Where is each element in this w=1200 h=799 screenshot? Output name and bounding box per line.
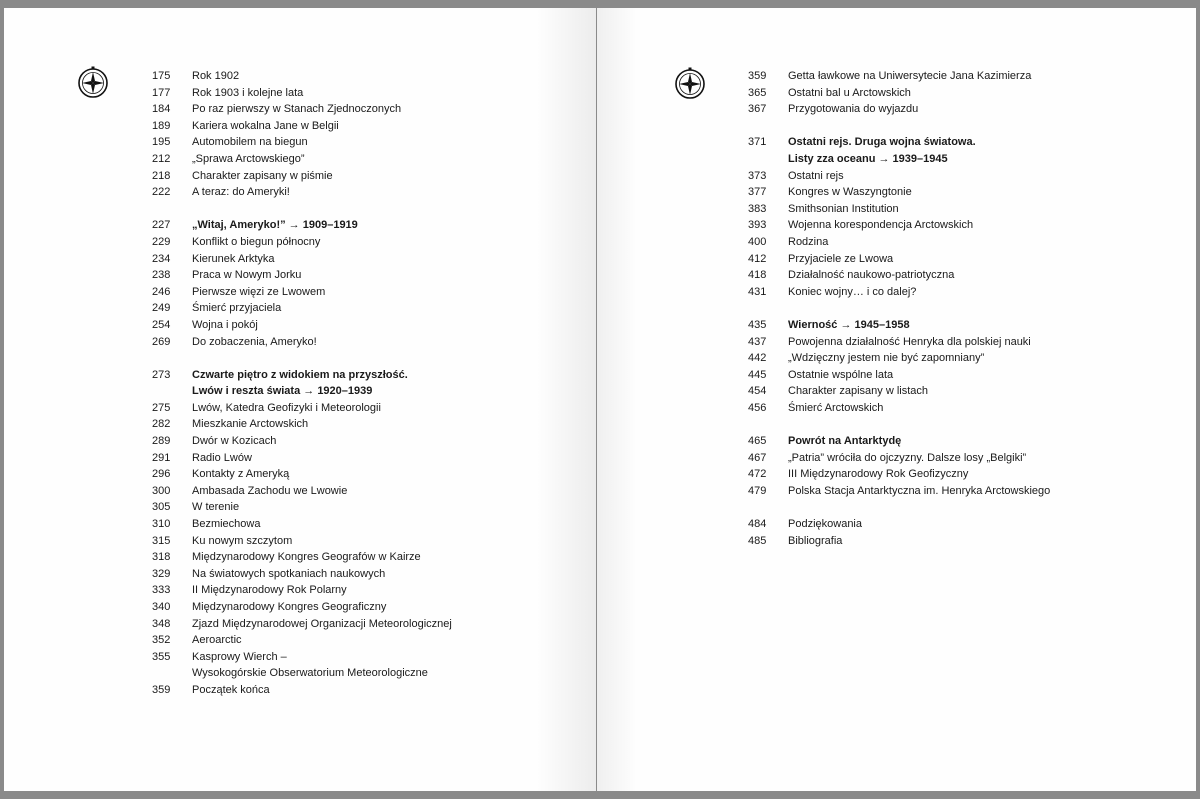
toc-title: Wierność → 1945–1958 bbox=[788, 318, 910, 331]
toc-entry bbox=[748, 533, 1050, 550]
toc-entry bbox=[748, 450, 1050, 467]
toc-entry bbox=[152, 466, 452, 483]
toc-chapter-entry bbox=[152, 367, 452, 384]
toc-entry bbox=[152, 334, 452, 351]
toc-title: Bibliografia bbox=[788, 534, 843, 547]
toc-entry bbox=[152, 68, 452, 85]
toc-page-number: 229 bbox=[152, 235, 171, 248]
toc-entry bbox=[748, 217, 1050, 234]
toc-page-number: 315 bbox=[152, 534, 171, 547]
toc-page-number: 400 bbox=[748, 235, 767, 248]
toc-page-number: 367 bbox=[748, 103, 767, 116]
toc-entry bbox=[152, 616, 452, 633]
toc-title: Bezmiechowa bbox=[192, 518, 261, 531]
toc-page-number: 275 bbox=[152, 401, 171, 414]
toc-page-number: 195 bbox=[152, 136, 171, 149]
toc-page-number bbox=[748, 151, 788, 168]
toc-title: Do zobaczenia, Ameryko! bbox=[192, 335, 317, 348]
toc-entry bbox=[152, 516, 452, 533]
toc-title: Listy zza oceanu → 1939–1945 bbox=[788, 152, 948, 165]
toc-page-number: 184 bbox=[152, 103, 171, 116]
toc-page-number: 189 bbox=[152, 119, 171, 132]
toc-page-number: 289 bbox=[152, 435, 171, 448]
toc-entry bbox=[748, 251, 1050, 268]
toc-title: Rok 1903 i kolejne lata bbox=[192, 86, 304, 99]
toc-title: Kongres w Waszyngtonie bbox=[788, 186, 912, 199]
toc-chapter-entry bbox=[152, 217, 452, 234]
toc-page-number: 254 bbox=[152, 318, 171, 331]
toc-title: Rok 1902 bbox=[192, 70, 240, 82]
toc-title: Mieszkanie Arctowskich bbox=[192, 418, 309, 431]
toc-page-number: 273 bbox=[152, 368, 171, 381]
toc-entry bbox=[152, 300, 452, 317]
toc-title: Pierwsze więzi ze Lwowem bbox=[192, 285, 326, 298]
section-gap bbox=[152, 201, 452, 218]
toc-title: Powojenna działalność Henryka dla polskiej nauki bbox=[788, 335, 1031, 348]
toc-page-number: 359 bbox=[748, 70, 767, 82]
toc-page-number: 310 bbox=[152, 518, 171, 531]
toc-page-number: 227 bbox=[152, 219, 171, 232]
toc-chapter-entry bbox=[748, 134, 1050, 151]
toc-page-number: 435 bbox=[748, 318, 767, 331]
toc-page-number: 300 bbox=[152, 484, 171, 497]
toc-entry bbox=[152, 566, 452, 583]
toc-title: Konflikt o biegun północny bbox=[192, 235, 321, 248]
toc-entry bbox=[748, 184, 1050, 201]
toc-entry bbox=[152, 118, 452, 135]
toc-page-number: 291 bbox=[152, 451, 171, 464]
toc-title: Początek końca bbox=[192, 683, 270, 696]
toc-title: Charakter zapisany w piśmie bbox=[192, 169, 333, 182]
toc-entry bbox=[152, 184, 452, 201]
toc-page-number: 333 bbox=[152, 584, 171, 597]
table-of-contents bbox=[748, 68, 1050, 549]
toc-chapter-entry bbox=[748, 433, 1050, 450]
toc-page-number: 442 bbox=[748, 352, 767, 365]
toc-entry bbox=[748, 350, 1050, 367]
toc-title: Ostatni rejs. Druga wojna światowa. bbox=[788, 136, 976, 149]
toc-title: Rodzina bbox=[788, 235, 829, 248]
toc-title: Smithsonian Institution bbox=[788, 202, 899, 215]
toc-title: Dwór w Kozicach bbox=[192, 435, 277, 448]
toc-page-number: 177 bbox=[152, 86, 171, 99]
toc-entry bbox=[748, 267, 1050, 284]
toc-title: Międzynarodowy Kongres Geografów w Kairze bbox=[192, 551, 421, 564]
table-of-contents bbox=[152, 68, 452, 699]
toc-page-number: 456 bbox=[748, 401, 767, 414]
section-gap bbox=[748, 300, 1050, 317]
toc-title: W terenie bbox=[192, 501, 240, 514]
toc-title: Kontakty z Ameryką bbox=[192, 468, 290, 481]
toc-page-number bbox=[152, 665, 192, 682]
section-gap bbox=[748, 118, 1050, 135]
toc-title: Wojenna korespondencja Arctowskich bbox=[788, 219, 974, 232]
toc-chapter-entry bbox=[152, 383, 452, 400]
toc-page-number: 246 bbox=[152, 285, 171, 298]
toc-page-number bbox=[152, 383, 192, 400]
toc-page-number: 282 bbox=[152, 418, 171, 431]
toc-page-number: 352 bbox=[152, 634, 171, 647]
section-gap bbox=[748, 416, 1050, 433]
toc-page-number: 296 bbox=[152, 468, 171, 481]
toc-page-number: 437 bbox=[748, 335, 767, 348]
toc-entry bbox=[152, 251, 452, 268]
toc-page-number: 484 bbox=[748, 518, 767, 531]
toc-entry bbox=[748, 68, 1050, 85]
toc-page-number: 454 bbox=[748, 385, 767, 398]
toc-page-number: 305 bbox=[152, 501, 171, 514]
toc-entry bbox=[152, 267, 452, 284]
toc-entry bbox=[748, 466, 1050, 483]
toc-page-number: 318 bbox=[152, 551, 171, 564]
toc-entry bbox=[152, 317, 452, 334]
toc-entry bbox=[748, 483, 1050, 500]
toc-entry bbox=[748, 383, 1050, 400]
toc-entry bbox=[152, 499, 452, 516]
toc-entry bbox=[152, 483, 452, 500]
toc-entry bbox=[748, 101, 1050, 118]
toc-page-number: 365 bbox=[748, 86, 767, 99]
left-page bbox=[4, 8, 596, 791]
toc-page-number: 218 bbox=[152, 169, 171, 182]
toc-title: Śmierć przyjaciela bbox=[192, 302, 282, 315]
toc-page-number: 355 bbox=[152, 650, 171, 663]
toc-title: Powrót na Antarktydę bbox=[788, 435, 902, 448]
toc-entry bbox=[748, 400, 1050, 417]
toc-title: Zjazd Międzynarodowej Organizacji Meteorologicznej bbox=[192, 617, 452, 630]
toc-title: II Międzynarodowy Rok Polarny bbox=[192, 584, 347, 597]
toc-entry bbox=[152, 682, 452, 699]
toc-title: „Witaj, Ameryko!” → 1909–1919 bbox=[192, 219, 358, 232]
toc-entry bbox=[152, 400, 452, 417]
toc-page-number: 465 bbox=[748, 435, 767, 448]
toc-title: Ku nowym szczytom bbox=[192, 534, 293, 547]
toc-entry bbox=[152, 599, 452, 616]
toc-entry bbox=[748, 284, 1050, 301]
toc-title: Przyjaciele ze Lwowa bbox=[788, 252, 894, 265]
toc-page-number: 340 bbox=[152, 601, 171, 613]
toc-title: Kasprowy Wierch – bbox=[192, 650, 287, 663]
toc-title: Getta ławkowe na Uniwersytecie Jana Kazimierza bbox=[788, 70, 1032, 82]
toc-title: Ostatni rejs bbox=[788, 169, 844, 182]
toc-title: Wojna i pokój bbox=[192, 318, 258, 331]
toc-title: Na światowych spotkaniach naukowych bbox=[192, 567, 386, 580]
toc-title: Ostatni bal u Arctowskich bbox=[788, 86, 911, 99]
toc-entry bbox=[152, 284, 452, 301]
toc-title: Śmierć Arctowskich bbox=[788, 401, 884, 414]
toc-title: Radio Lwów bbox=[192, 451, 252, 464]
toc-title: Przygotowania do wyjazdu bbox=[788, 103, 919, 116]
toc-page-number: 234 bbox=[152, 252, 171, 265]
toc-title: Lwów i reszta świata → 1920–1939 bbox=[192, 385, 373, 398]
toc-title: Kierunek Arktyka bbox=[192, 252, 275, 265]
toc-page-number: 348 bbox=[152, 617, 171, 630]
toc-page-number: 249 bbox=[152, 302, 171, 315]
toc-entry bbox=[152, 632, 452, 649]
toc-page-number: 373 bbox=[748, 169, 767, 182]
toc-title: Podziękowania bbox=[788, 518, 862, 531]
toc-page-number: 238 bbox=[152, 269, 171, 282]
toc-title: Aeroarctic bbox=[192, 634, 242, 647]
toc-title: „Wdzięczny jestem nie być zapomniany” bbox=[788, 352, 985, 365]
toc-title: Praca w Nowym Jorku bbox=[192, 269, 302, 282]
toc-entry bbox=[748, 516, 1050, 533]
toc-page-number: 431 bbox=[748, 285, 767, 298]
section-gap bbox=[152, 350, 452, 367]
toc-page-number: 485 bbox=[748, 534, 767, 547]
toc-title: Koniec wojny… i co dalej? bbox=[788, 285, 917, 298]
toc-page-number: 329 bbox=[152, 567, 171, 580]
toc-page-number: 222 bbox=[152, 186, 171, 199]
toc-entry bbox=[152, 433, 452, 450]
toc-entry bbox=[152, 416, 452, 433]
toc-entry bbox=[152, 168, 452, 185]
compass-rose-icon bbox=[77, 66, 109, 98]
toc-entry bbox=[748, 334, 1050, 351]
toc-entry bbox=[152, 450, 452, 467]
toc-page-number: 472 bbox=[748, 468, 767, 481]
toc-page-number: 383 bbox=[748, 202, 767, 215]
toc-title: Działalność naukowo-patriotyczna bbox=[788, 269, 955, 282]
toc-entry bbox=[152, 151, 452, 168]
toc-page-number: 445 bbox=[748, 368, 767, 381]
toc-page-number: 212 bbox=[152, 152, 171, 165]
toc-entry bbox=[152, 533, 452, 550]
toc-title: Lwów, Katedra Geofizyki i Meteorologii bbox=[192, 401, 381, 414]
toc-entry bbox=[152, 549, 452, 566]
toc-title: „Sprawa Arctowskiego” bbox=[192, 152, 305, 165]
toc-title: Kariera wokalna Jane w Belgii bbox=[192, 119, 339, 132]
toc-title: Automobilem na biegun bbox=[192, 136, 308, 149]
toc-entry bbox=[152, 134, 452, 151]
toc-title: A teraz: do Ameryki! bbox=[192, 186, 290, 199]
toc-page-number: 175 bbox=[152, 70, 171, 82]
toc-page-number: 393 bbox=[748, 219, 767, 232]
toc-chapter-entry bbox=[748, 317, 1050, 334]
toc-entry bbox=[152, 85, 452, 102]
toc-page-number: 359 bbox=[152, 683, 171, 696]
toc-entry bbox=[152, 234, 452, 251]
toc-chapter-entry bbox=[748, 151, 1050, 168]
compass-rose-icon bbox=[674, 67, 706, 99]
toc-title: „Patria” wróciła do ojczyzny. Dalsze losy „Belgiki” bbox=[788, 451, 1027, 464]
toc-page-number: 467 bbox=[748, 451, 767, 464]
right-page bbox=[597, 8, 1196, 791]
toc-title: Po raz pierwszy w Stanach Zjednoczonych bbox=[192, 103, 402, 116]
toc-title: Wysokogórskie Obserwatorium Meteorologiczne bbox=[192, 667, 428, 680]
toc-page-number: 269 bbox=[152, 335, 171, 348]
toc-entry bbox=[748, 234, 1050, 251]
toc-page-number: 412 bbox=[748, 252, 767, 265]
toc-entry bbox=[748, 168, 1050, 185]
section-gap bbox=[748, 499, 1050, 516]
toc-entry bbox=[152, 665, 452, 682]
toc-page-number: 418 bbox=[748, 269, 767, 282]
toc-title: Międzynarodowy Kongres Geograficzny bbox=[192, 601, 387, 613]
toc-title: Ambasada Zachodu we Lwowie bbox=[192, 484, 348, 497]
toc-page-number: 377 bbox=[748, 186, 767, 199]
toc-title: Czwarte piętro z widokiem na przyszłość. bbox=[192, 368, 408, 381]
toc-entry bbox=[748, 201, 1050, 218]
toc-entry bbox=[748, 367, 1050, 384]
toc-entry bbox=[152, 101, 452, 118]
toc-title: III Międzynarodowy Rok Geofizyczny bbox=[788, 468, 969, 481]
toc-title: Charakter zapisany w listach bbox=[788, 385, 929, 398]
toc-page-number: 371 bbox=[748, 136, 767, 149]
toc-entry bbox=[152, 649, 452, 666]
toc-page-number: 479 bbox=[748, 484, 767, 497]
toc-entry bbox=[152, 582, 452, 599]
toc-entry bbox=[748, 85, 1050, 102]
toc-title: Ostatnie wspólne lata bbox=[788, 368, 894, 381]
toc-title: Polska Stacja Antarktyczna im. Henryka Arctowskiego bbox=[788, 484, 1051, 497]
